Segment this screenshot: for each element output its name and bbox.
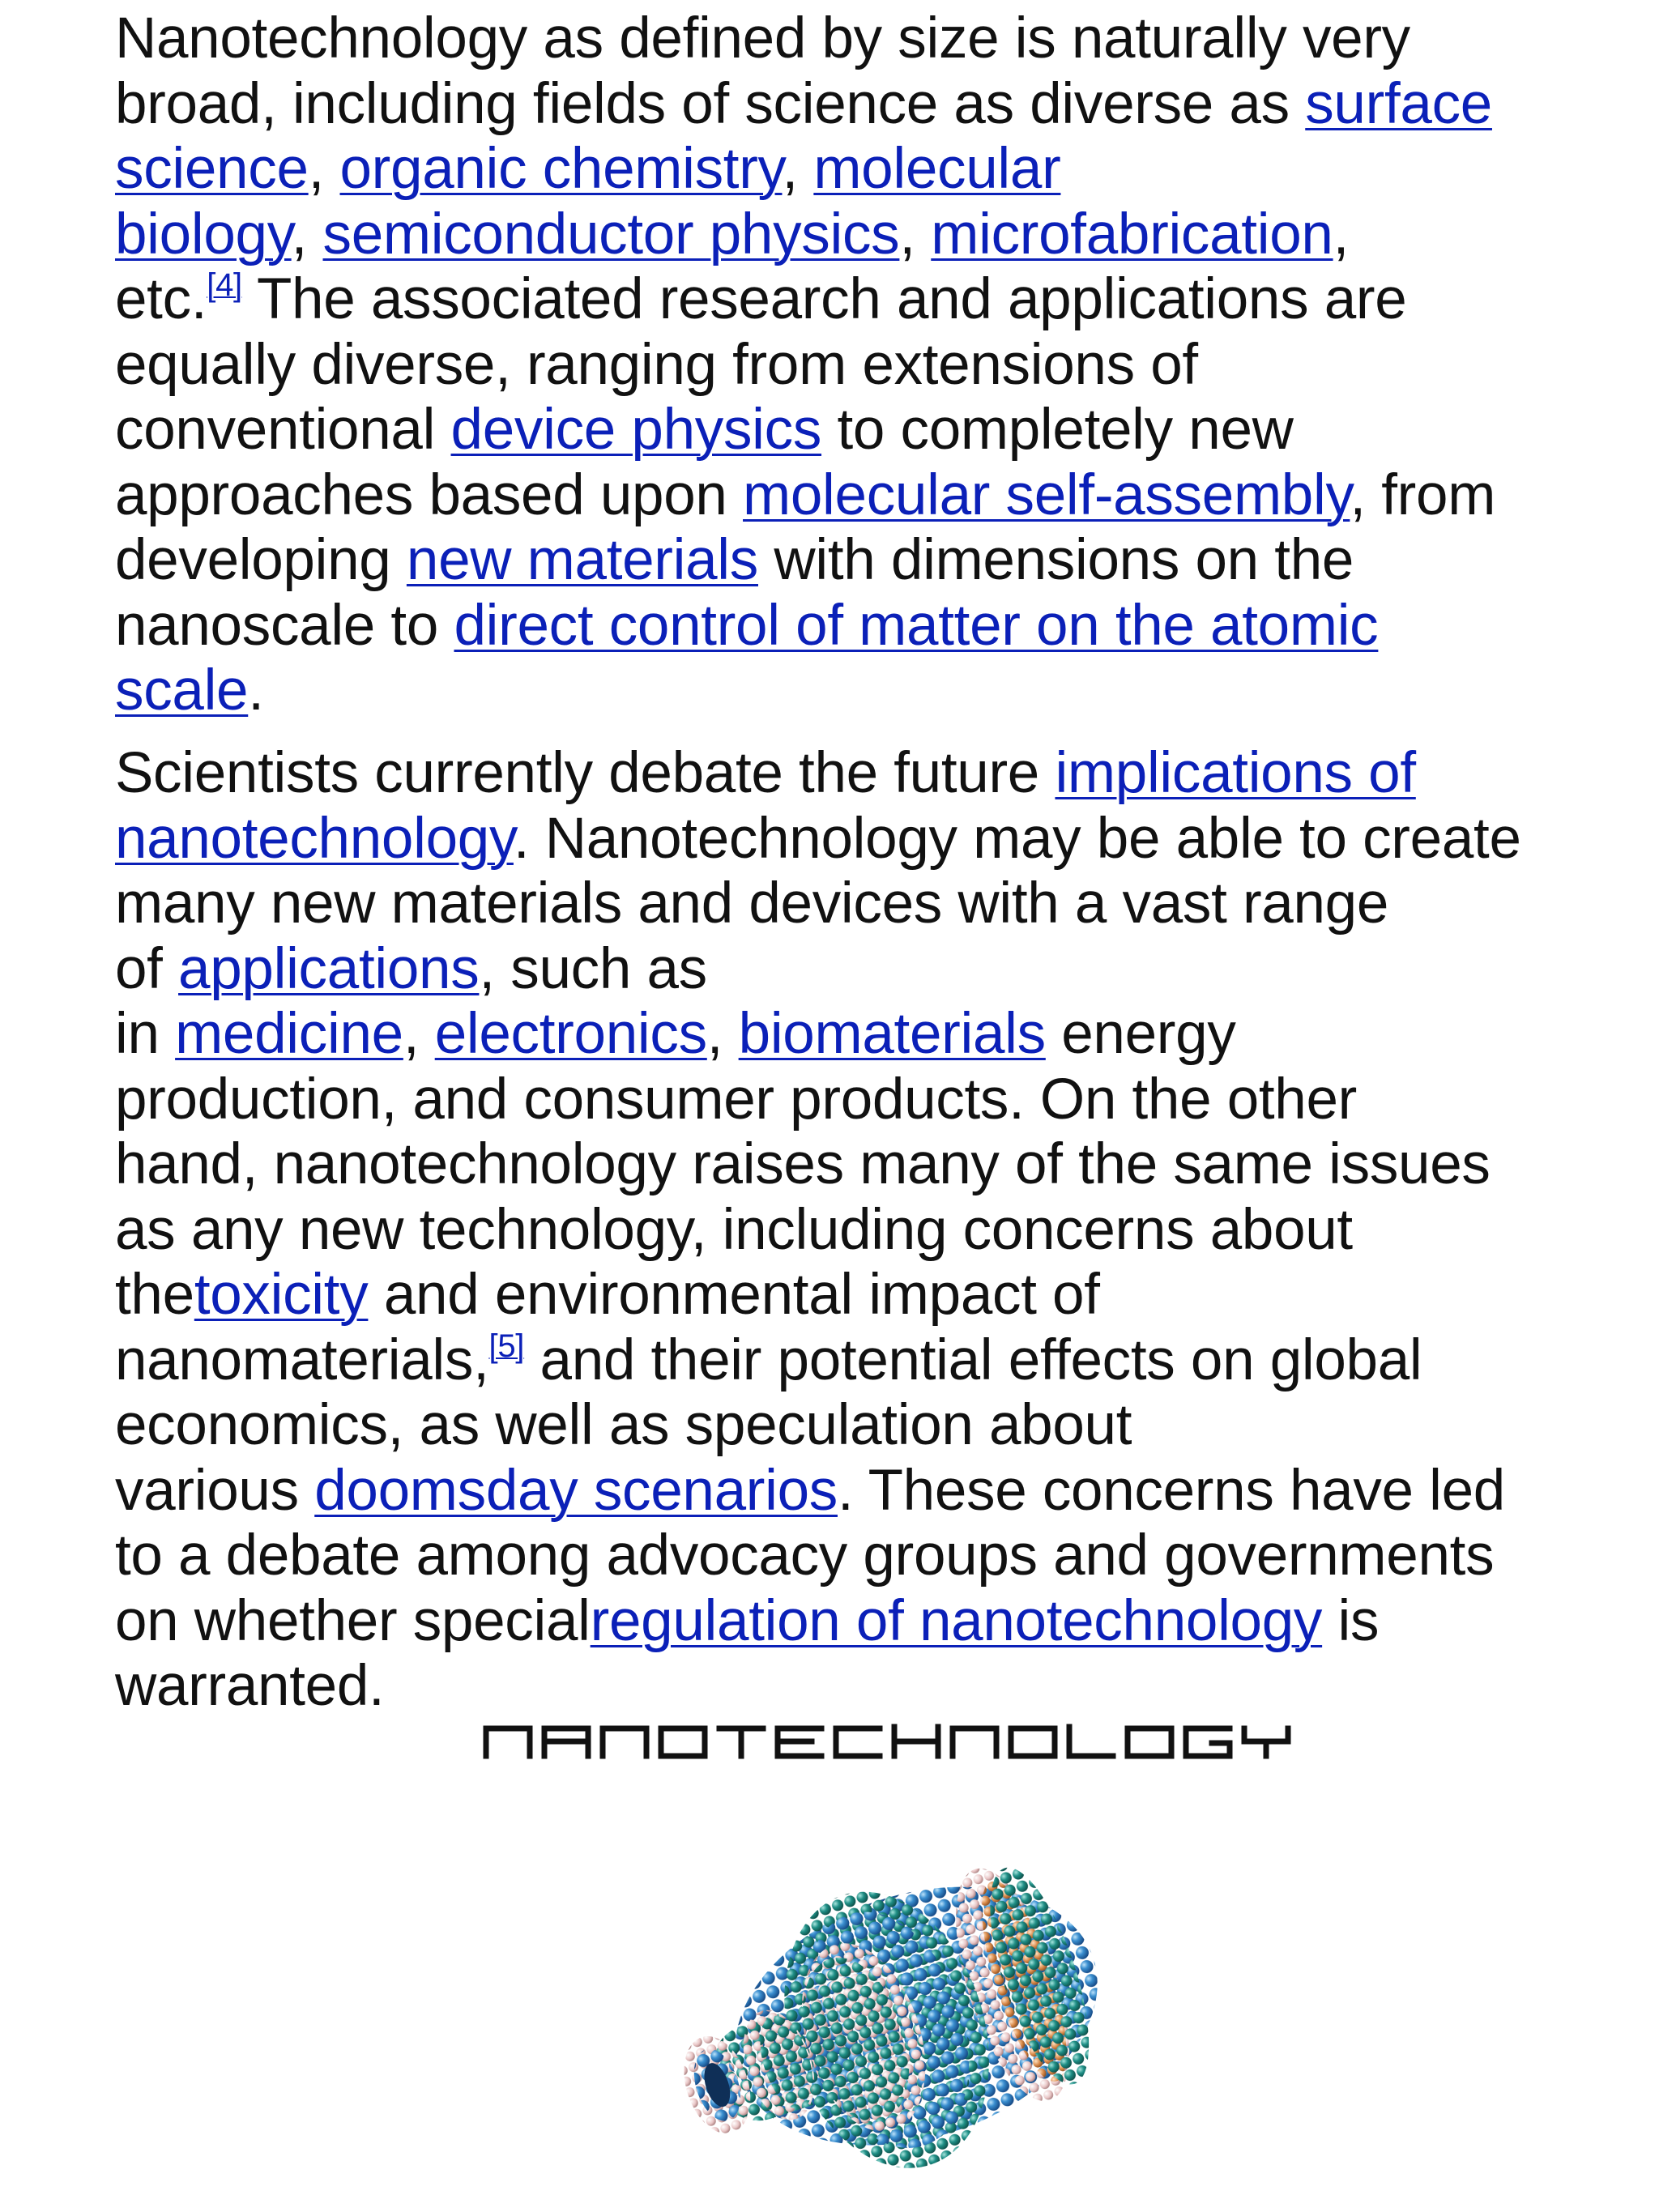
link-organic-chemistry[interactable]: organic chemistry: [339, 137, 783, 201]
link-molecular-biology-cont[interactable]: biology: [115, 202, 292, 266]
text-run: ,: [782, 137, 814, 201]
paragraph-nanotech-scope: [107, 6, 1646, 724]
link-medicine[interactable]: medicine: [175, 1002, 403, 1066]
link-surface-science-cont[interactable]: science: [115, 137, 309, 201]
text-line: [107, 333, 1646, 399]
text-line: [107, 137, 1646, 202]
citation-5: [489, 1328, 525, 1364]
text-line: [107, 1068, 1646, 1133]
link-toxicity[interactable]: toxicity: [194, 1263, 369, 1327]
text-run: is: [1322, 1588, 1380, 1653]
link-biomaterials[interactable]: biomaterials: [738, 1002, 1046, 1066]
text-line: [107, 1459, 1646, 1524]
paragraph-nanotech-debate: [107, 741, 1646, 1720]
text-run: with dimensions on the: [758, 528, 1354, 592]
nanotube-molecule-icon: [653, 1863, 1128, 2203]
text-line: [107, 1524, 1646, 1589]
link-molecular-biology[interactable]: molecular: [813, 137, 1061, 201]
text-run: equally diverse, ranging from extensions of: [115, 332, 1198, 397]
text-line: [107, 6, 1646, 72]
text-line: [107, 267, 1646, 333]
text-run: and environmental impact of: [368, 1263, 1100, 1327]
nanotechnology-logo: [483, 1724, 1364, 1759]
text-run: ,: [291, 202, 323, 266]
link-new-materials[interactable]: new materials: [406, 528, 758, 592]
link-regulation-of-nanotechnology[interactable]: regulation of nanotechnology: [590, 1588, 1323, 1653]
text-run: developing: [115, 528, 407, 592]
text-run: broad, including fields of science as diverse as: [115, 71, 1306, 136]
citation-link-5[interactable]: [5]: [488, 1328, 525, 1364]
text-run: production, and consumer products. On the other: [115, 1067, 1358, 1132]
text-run: , from: [1350, 462, 1496, 527]
link-direct-control-atomic-scale-cont[interactable]: scale: [115, 658, 249, 722]
link-implications-of-nanotechnology-cont[interactable]: nanotechnology: [115, 806, 514, 871]
text-run: ,: [706, 1002, 739, 1066]
text-line: [107, 528, 1646, 594]
citation-4: [207, 267, 242, 303]
link-device-physics[interactable]: device physics: [450, 398, 822, 462]
citation-link-4[interactable]: [4]: [207, 267, 242, 303]
text-line: [107, 463, 1646, 529]
text-run: to a debate among advocacy groups and governments: [115, 1524, 1495, 1588]
text-run: ,: [1333, 202, 1350, 266]
text-run: on whether special: [115, 1588, 591, 1653]
text-line: [107, 658, 1646, 724]
text-run: Nanotechnology as defined by size is naturally very: [115, 6, 1410, 70]
text-line: [107, 594, 1646, 659]
text-run: ,: [403, 1002, 435, 1066]
text-line: [107, 202, 1646, 268]
text-run: the: [115, 1263, 194, 1327]
text-run: many new materials and devices with a vast range: [115, 872, 1389, 936]
text-run: . Nanotechnology may be able to create: [513, 806, 1521, 871]
text-line: [107, 807, 1646, 872]
text-line: [107, 1263, 1646, 1328]
text-run: of: [115, 936, 179, 1001]
text-run: in: [115, 1002, 176, 1066]
text-run: conventional: [115, 398, 451, 462]
text-run: , such as: [479, 936, 707, 1001]
text-run: The associated research and applications are: [241, 267, 1407, 331]
text-run: and their potential effects on global: [524, 1328, 1422, 1392]
text-run: energy: [1045, 1002, 1236, 1066]
link-electronics[interactable]: electronics: [434, 1002, 707, 1066]
link-molecular-self-assembly[interactable]: molecular self-assembly: [743, 462, 1350, 527]
text-line: [107, 1654, 1646, 1720]
text-line: [107, 937, 1646, 1003]
link-surface-science[interactable]: surface: [1305, 71, 1492, 136]
text-line: [107, 1132, 1646, 1198]
text-line: [107, 1589, 1646, 1655]
text-run: hand, nanotechnology raises many of the same issues: [115, 1132, 1491, 1196]
text-run: .: [248, 658, 264, 722]
text-run: ,: [899, 202, 932, 266]
text-line: [107, 1002, 1646, 1068]
text-run: nanoscale to: [115, 593, 454, 658]
link-direct-control-atomic-scale[interactable]: direct control of matter on the atomic: [454, 593, 1379, 658]
text-run: ,: [308, 137, 340, 201]
text-run: approaches based upon: [115, 462, 744, 527]
text-line: [107, 1198, 1646, 1264]
text-run: . These concerns have led: [838, 1458, 1505, 1523]
text-line: [107, 1328, 1646, 1394]
text-line: [107, 398, 1646, 463]
text-line: [107, 872, 1646, 937]
text-line: [107, 741, 1646, 807]
text-run: nanomaterials,: [115, 1328, 489, 1392]
text-run: to completely new: [821, 398, 1294, 462]
link-semiconductor-physics[interactable]: semiconductor physics: [322, 202, 900, 266]
text-line: [107, 1393, 1646, 1459]
text-run: various: [115, 1458, 315, 1523]
text-run: Scientists currently debate the future: [115, 741, 1056, 805]
link-microfabrication[interactable]: microfabrication: [931, 202, 1333, 266]
text-run: etc.: [115, 267, 207, 331]
text-line: [107, 72, 1646, 138]
text-run: economics, as well as speculation about: [115, 1393, 1132, 1457]
text-run: as any new technology, including concerns about: [115, 1197, 1353, 1262]
text-run: warranted.: [115, 1654, 385, 1718]
link-doomsday-scenarios[interactable]: doomsday scenarios: [314, 1458, 838, 1523]
link-applications[interactable]: applications: [178, 936, 480, 1001]
link-implications-of-nanotechnology[interactable]: implications of: [1055, 741, 1416, 805]
